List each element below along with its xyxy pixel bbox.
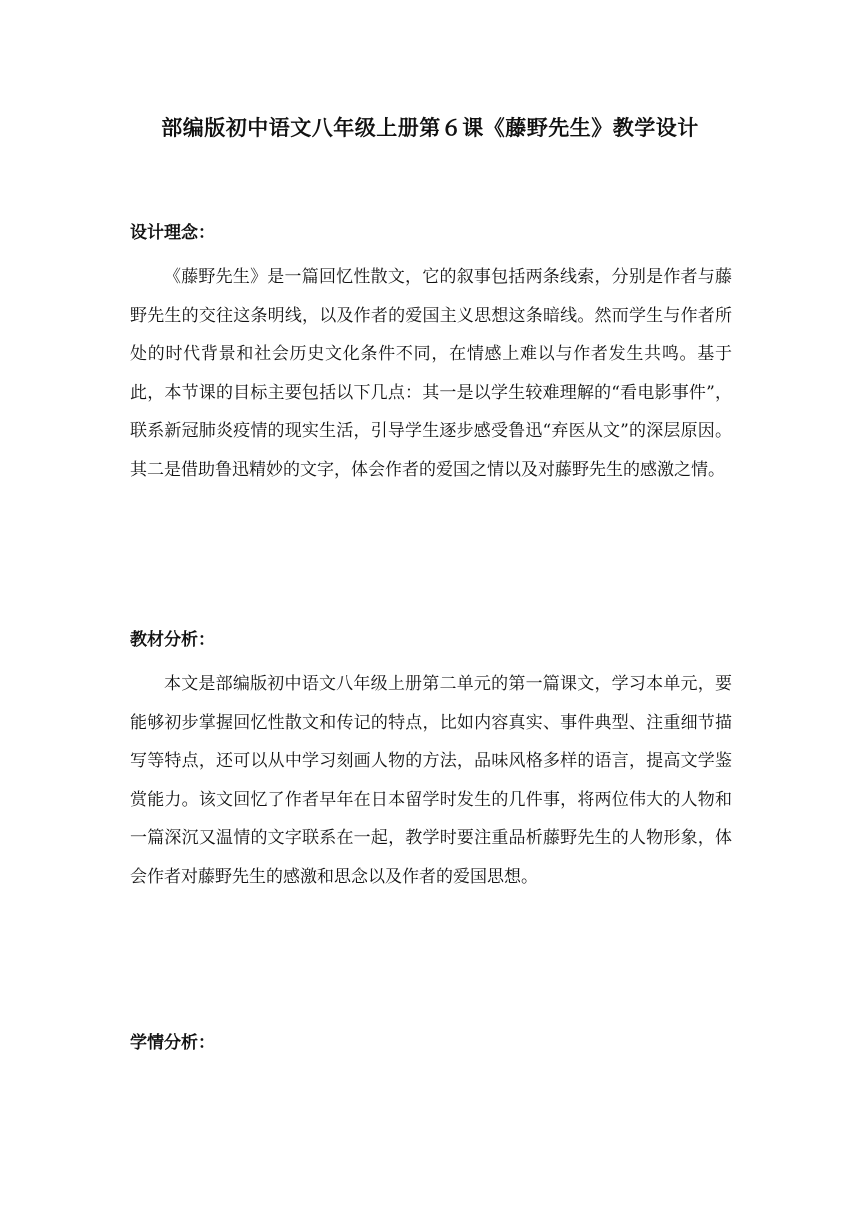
section-heading-design-concept: 设计理念： bbox=[130, 223, 215, 243]
document-title: 部编版初中语文八年级上册第６课《藤野先生》教学设计 bbox=[161, 115, 699, 140]
section-heading-student-analysis: 学情分析： bbox=[130, 1033, 215, 1053]
paragraph-design-concept: 《藤野先生》是一篇回忆性散文，它的叙事包括两条线索，分别是作者与藤野先生的交往这条明线，以及作者的爱国主义思想这条暗线。然而学生与作者所处的时代背景和社会历史文化条件不同，在情感上难以与作者发生共鸣。基于此，本节课的目标主要包括以下几点：其一是以学生较难理解的“看电影事件”，联系新冠肺炎疫情的现实生活，引导学生逐步感受鲁迅“弃医从文”的深层原因。其二是借助鲁迅精妙的文字，体会作者的爱国之情以及对藤野先生的感激之情。 bbox=[130, 267, 732, 480]
section-heading-textbook-analysis: 教材分析： bbox=[130, 630, 215, 650]
paragraph-textbook-analysis: 本文是部编版初中语文八年级上册第二单元的第一篇课文，学习本单元，要能够初步掌握回忆性散文和传记的特点，比如内容真实、事件典型、注重细节描写等特点，还可以从中学习刻画人物的方法，品味风格多样的语言，提高文学鉴赏能力。该文回忆了作者早年在日本留学时发生的几件事，将两位伟大的人物和一篇深沉又温情的文字联系在一起，教学时要注重品析藤野先生的人物形象，体会作者对藤野先生的感激和思念以及作者的爱国思想。 bbox=[130, 674, 732, 887]
